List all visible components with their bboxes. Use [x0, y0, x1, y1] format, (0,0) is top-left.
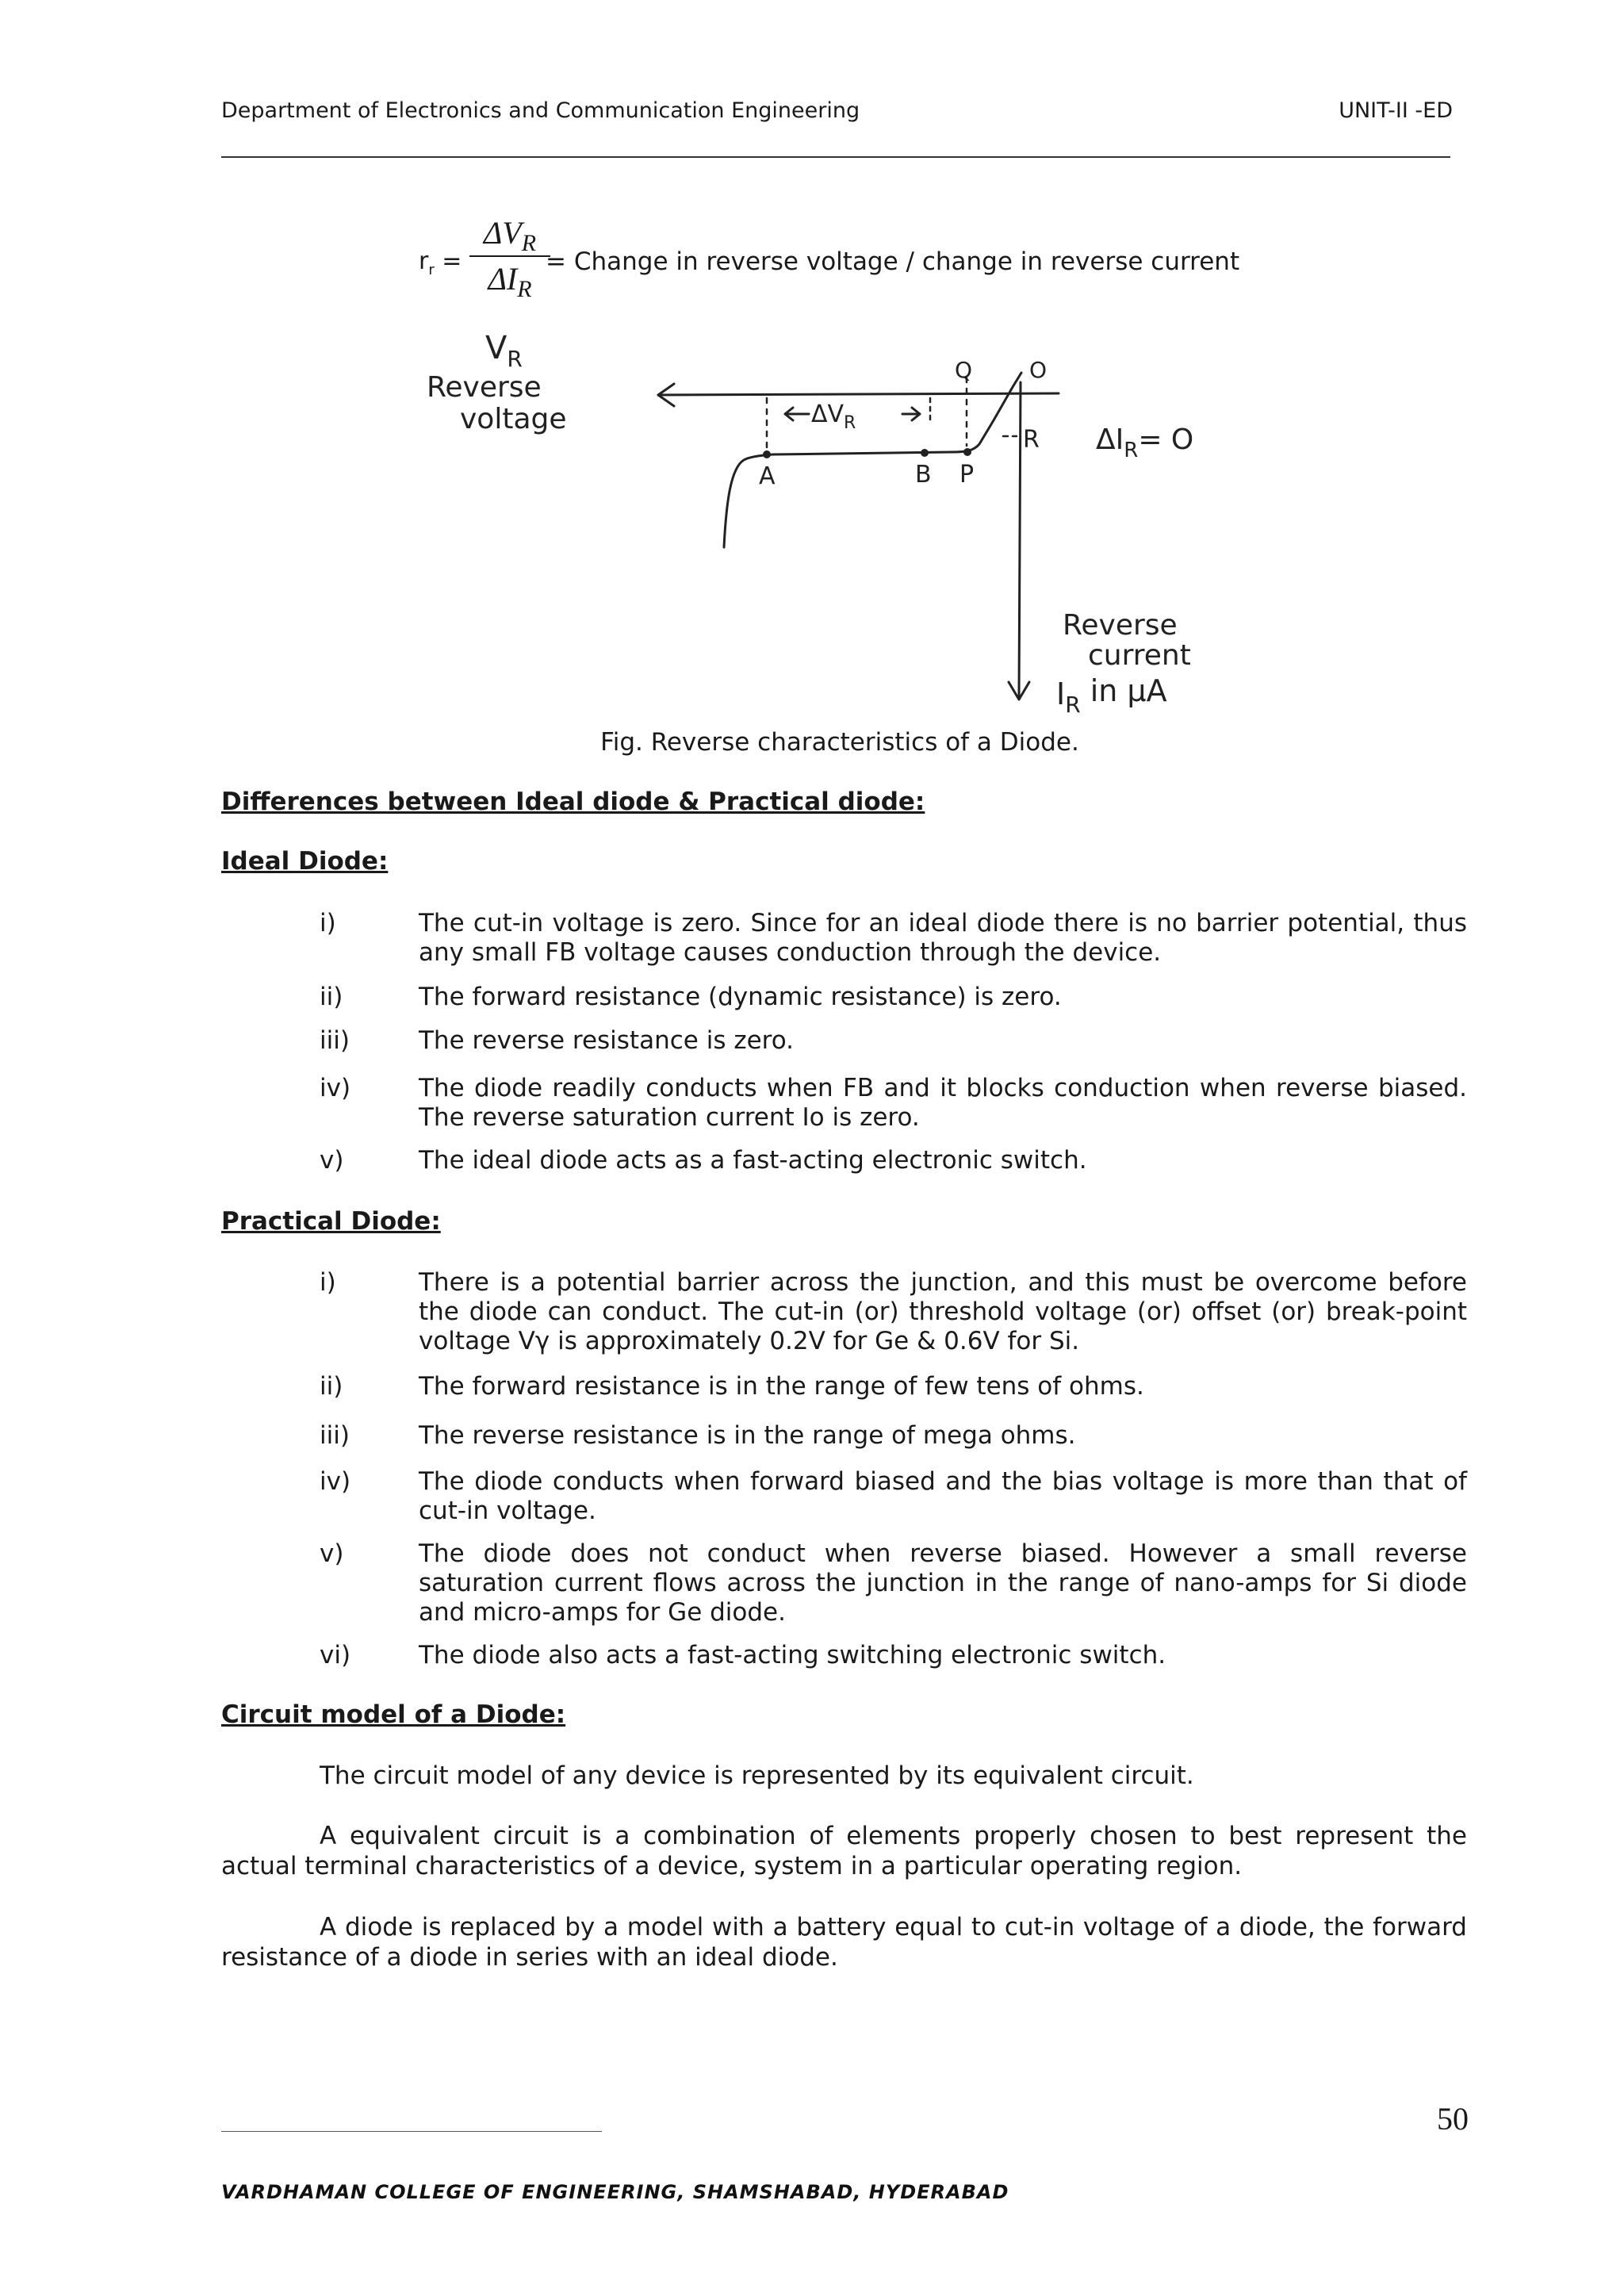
formula-denominator: $\Delta I_R$ [488, 261, 532, 302]
header-department: Department of Electronics and Communication Engineering [221, 98, 860, 123]
circuit-paragraph: A equivalent circuit is a combination of elements properly chosen to best represent the actual terminal characteristics of a device, system in a particular operating region. [221, 1822, 1467, 1880]
label-r: R [1023, 426, 1040, 454]
label-o: O [1029, 357, 1048, 383]
label-p: P [959, 461, 975, 489]
label-a: A [759, 462, 776, 490]
label-reverse: Reverse [427, 371, 542, 404]
formula-numerator: $\Delta V_R$ [483, 215, 537, 256]
differences-heading: Differences between Ideal diode & Practical diode: [221, 788, 925, 816]
practical-diode-heading: Practical Diode: [221, 1207, 441, 1236]
footer-rule [221, 2131, 602, 2132]
figure-caption: Fig. Reverse characteristics of a Diode. [600, 728, 1079, 757]
reverse-characteristics-figure [412, 325, 1285, 722]
point-p [963, 448, 971, 456]
circuit-paragraph: The circuit model of any device is represented by its equivalent circuit. [320, 1761, 1194, 1790]
circuit-model-heading: Circuit model of a Diode: [221, 1700, 566, 1729]
label-delta-ir: $\Delta I_R= O$ [1096, 424, 1194, 462]
page-number: 50 [1437, 2101, 1469, 2137]
point-a [763, 450, 771, 458]
formula-lhs: $r_r$ = [419, 247, 462, 278]
current-axis [1019, 382, 1021, 698]
fraction-bar [469, 255, 550, 257]
label-ir: $I_R$ in μA [1056, 673, 1167, 718]
header-rule [221, 156, 1450, 158]
formula [419, 213, 1529, 316]
characteristic-curve [724, 373, 1021, 547]
label-q: Q [955, 357, 973, 383]
label-reverse-current-2: current [1088, 639, 1191, 672]
formula-rhs: = Change in reverse voltage / change in reverse current [546, 247, 1240, 276]
point-b [921, 449, 929, 457]
header-unit: UNIT-II -ED [1339, 98, 1453, 123]
label-vr: $V_R$ [485, 330, 523, 372]
formula-fraction [466, 213, 553, 300]
label-voltage: voltage [460, 403, 567, 435]
ideal-diode-heading: Ideal Diode: [221, 847, 389, 876]
label-b: B [915, 461, 932, 489]
voltage-axis [658, 393, 1059, 395]
label-reverse-current-1: Reverse [1063, 609, 1178, 642]
footer-college: VARDHAMAN COLLEGE OF ENGINEERING, SHAMSHABAD, HYDERABAD [221, 2181, 1009, 2203]
circuit-paragraph: A diode is replaced by a model with a battery equal to cut-in voltage of a diode, the forward resistance of a diode in series with an ideal diode. [221, 1913, 1467, 1972]
label-delta-vr: $\Delta V_R$ [811, 401, 856, 433]
